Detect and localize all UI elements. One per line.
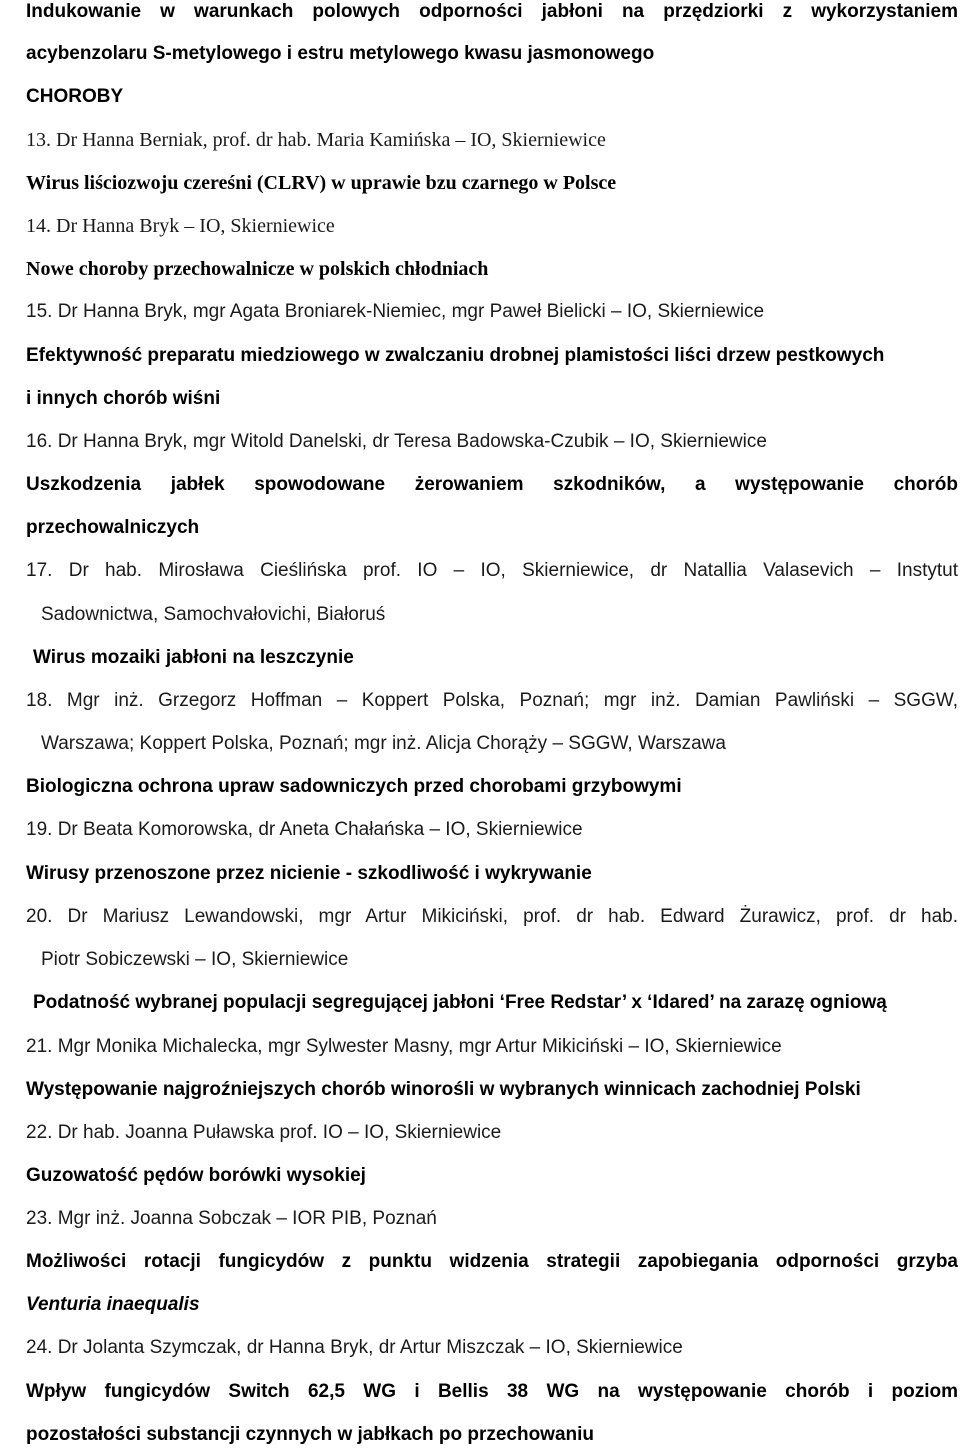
item-17-authors-1: 17. Dr hab. Mirosława Cieślińska prof. IO – IO, Skierniewice, dr Natallia Valasevich – Instytut (26, 560, 959, 581)
item-number: 14. (26, 215, 51, 237)
item-24-title-1: Wpływ fungicydów Switch 62,5 WG i Bellis 38 WG na występowanie chorób i poziom (26, 1381, 958, 1402)
item-20-authors-1: 20. Dr Mariusz Lewandowski, mgr Artur Mikiciński, prof. dr hab. Edward Żurawicz, prof. dr hab. (26, 906, 958, 927)
item-15-title-2: i innych chorób wiśni (26, 388, 221, 409)
item-number: 22. (26, 1122, 53, 1143)
item-18-authors-1: 18. Mgr inż. Grzegorz Hoffman – Koppert Polska, Poznań; mgr inż. Damian Pawliński – SGGW, (26, 690, 959, 711)
item-15-title-1: Efektywność preparatu miedziowego w zwalczaniu drobnej plamistości liści drzew pestkowych (26, 345, 885, 366)
item-number: 20. (26, 906, 53, 927)
item-19-authors: 19. Dr Beata Komorowska, dr Aneta Chałańska – IO, Skierniewice (26, 819, 583, 840)
item-number: 24. (26, 1337, 53, 1358)
intro-title-line-2: acybenzolaru S-metylowego i estru metylowego kwasu jasmonowego (26, 43, 655, 64)
item-18-authors-2: Warszawa; Koppert Polska, Poznań; mgr inż. Alicja Chorąży – SGGW, Warszawa (41, 733, 726, 754)
item-21-authors: 21. Mgr Monika Michalecka, mgr Sylwester Masny, mgr Artur Mikiciński – IO, Skierniewice (26, 1036, 782, 1057)
item-16-authors: 16. Dr Hanna Bryk, mgr Witold Danelski, dr Teresa Badowska-Czubik – IO, Skierniewice (26, 431, 767, 452)
item-20-authors-2: Piotr Sobiczewski – IO, Skierniewice (41, 949, 349, 970)
item-23-title-1: Możliwości rotacji fungicydów z punktu widzenia strategii zapobiegania odporności grzyba (26, 1251, 958, 1272)
item-20-title: Podatność wybranej populacji segregującej jabłoni ‘Free Redstar’ x ‘Idared’ na zarazę ogniową (33, 992, 887, 1013)
item-18-title: Biologiczna ochrona upraw sadowniczych przed chorobami grzybowymi (26, 776, 682, 797)
item-number: 17. (26, 560, 53, 581)
item-24-authors: 24. Dr Jolanta Szymczak, dr Hanna Bryk, dr Artur Miszczak – IO, Skierniewice (26, 1337, 683, 1358)
item-number: 21. (26, 1036, 53, 1057)
item-13-title: Wirus liściozwoju czereśni (CLRV) w uprawie bzu czarnego w Polsce (26, 172, 617, 194)
item-23-authors: 23. Mgr inż. Joanna Sobczak – IOR PIB, Poznań (26, 1208, 437, 1229)
item-17-authors-2: Sadownictwa, Samochvałovichi, Białoruś (41, 604, 386, 625)
item-number: 18. (26, 690, 53, 711)
item-13-authors: 13. Dr Hanna Berniak, prof. dr hab. Maria Kamińska – IO, Skierniewice (26, 129, 606, 151)
item-number: 13. (26, 129, 51, 151)
item-16-title-1: Uszkodzenia jabłek spowodowane żerowaniem szkodników, a występowanie chorób (26, 474, 958, 495)
item-19-title: Wirusy przenoszone przez nicienie - szkodliwość i wykrywanie (26, 863, 592, 884)
item-21-title: Występowanie najgroźniejszych chorób winorośli w wybranych winnicach zachodniej Polski (26, 1079, 861, 1100)
section-heading: CHOROBY (26, 86, 124, 107)
item-17-title: Wirus mozaiki jabłoni na leszczynie (33, 647, 354, 668)
item-number: 16. (26, 431, 53, 452)
intro-title-line-1: Indukowanie w warunkach polowych odporności jabłoni na przędziorki z wykorzystaniem (26, 1, 958, 22)
item-22-title: Guzowatość pędów borówki wysokiej (26, 1165, 366, 1186)
item-22-authors: 22. Dr hab. Joanna Puławska prof. IO – IO, Skierniewice (26, 1122, 502, 1143)
item-14-authors: 14. Dr Hanna Bryk – IO, Skierniewice (26, 215, 335, 237)
item-15-authors: 15. Dr Hanna Bryk, mgr Agata Broniarek-Niemiec, mgr Paweł Bielicki – IO, Skierniewice (26, 301, 765, 322)
item-14-title: Nowe choroby przechowalnicze w polskich chłodniach (26, 258, 489, 280)
item-23-title-italic: Venturia inaequalis (26, 1294, 200, 1315)
item-number: 23. (26, 1208, 53, 1229)
item-number: 19. (26, 819, 53, 840)
item-24-title-2: pozostałości substancji czynnych w jabłkach po przechowaniu (26, 1424, 595, 1445)
item-16-title-2: przechowalniczych (26, 517, 200, 538)
item-number: 15. (26, 301, 53, 322)
